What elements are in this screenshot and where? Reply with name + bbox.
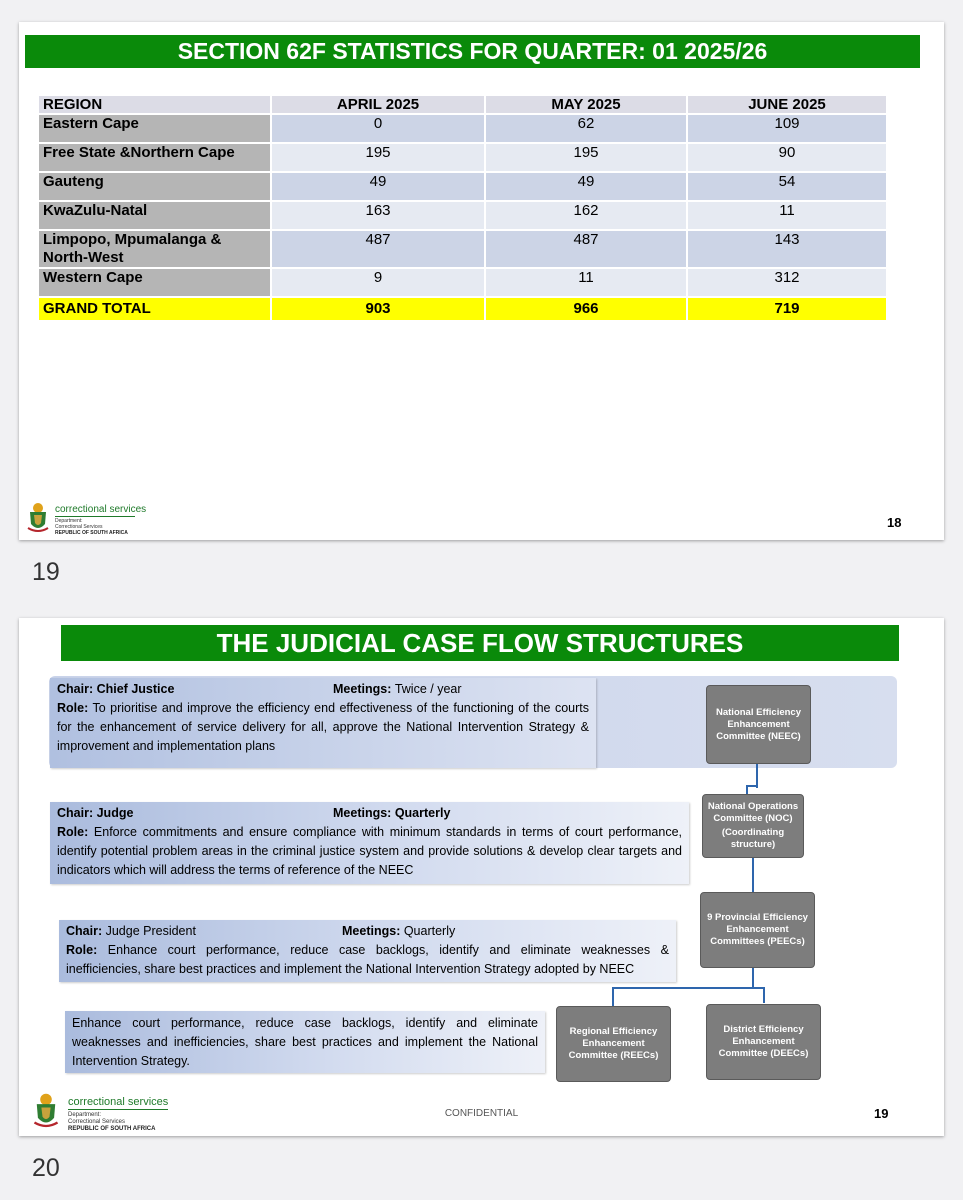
slide-title: THE JUDICIAL CASE FLOW STRUCTURES bbox=[61, 625, 899, 661]
value-cell: 195 bbox=[485, 143, 687, 172]
table-row bbox=[38, 268, 887, 297]
column-header-region: REGION bbox=[38, 95, 271, 114]
grand-total-june: 719 bbox=[687, 297, 887, 321]
slide-page-number: 19 bbox=[874, 1106, 889, 1121]
column-header-may: MAY 2025 bbox=[485, 95, 687, 114]
connector-line bbox=[763, 987, 765, 1003]
value-cell: 49 bbox=[485, 172, 687, 201]
logo-country: REPUBLIC OF SOUTH AFRICA bbox=[68, 1126, 156, 1132]
table-row bbox=[38, 201, 887, 230]
table-row bbox=[38, 172, 887, 201]
reec-deec-description-box: Enhance court performance, reduce case backlogs, identify and eliminate weaknesses and inefficiencies, share best practices and implement the National Intervention Strategy. bbox=[65, 1011, 545, 1073]
value-cell: 49 bbox=[271, 172, 485, 201]
region-cell: Eastern Cape bbox=[38, 114, 271, 143]
value-cell: 54 bbox=[687, 172, 887, 201]
connector-line bbox=[752, 966, 754, 988]
confidential-label: CONFIDENTIAL bbox=[444, 1108, 519, 1119]
value-cell: 109 bbox=[687, 114, 887, 143]
table-row bbox=[38, 143, 887, 172]
value-cell: 11 bbox=[485, 268, 687, 297]
grand-total-row bbox=[38, 297, 887, 321]
grand-total-april: 903 bbox=[271, 297, 485, 321]
value-cell: 195 bbox=[271, 143, 485, 172]
value-cell: 487 bbox=[485, 230, 687, 268]
connector-line bbox=[752, 857, 754, 894]
value-cell: 0 bbox=[271, 114, 485, 143]
noc-description-box: Chair: Judge Meetings: Quarterly Role: Enforce commitments and ensure compliance with minimum standards in terms of court performance, identify potential problem areas in the criminal justice system and provide solutions & develop clear targets and indicators which will address the terms of reference of the NEEC bbox=[50, 802, 689, 884]
value-cell: 143 bbox=[687, 230, 887, 268]
statistics-table bbox=[37, 94, 888, 322]
grand-total-may: 966 bbox=[485, 297, 687, 321]
region-cell: Limpopo, Mpumalanga & North-West bbox=[38, 230, 271, 268]
value-cell: 163 bbox=[271, 201, 485, 230]
thumbnail-label: 20 bbox=[32, 1154, 60, 1182]
value-cell: 162 bbox=[485, 201, 687, 230]
grand-total-label: GRAND TOTAL bbox=[38, 297, 271, 321]
noc-node: National Operations Committee (NOC) (Coordinating structure) bbox=[702, 794, 804, 858]
table-row bbox=[38, 230, 887, 268]
deec-node: District Efficiency Enhancement Committee (DEECs) bbox=[706, 1004, 821, 1080]
reec-node: Regional Efficiency Enhancement Committee (REECs) bbox=[556, 1006, 671, 1082]
table-row bbox=[38, 114, 887, 143]
department-logo bbox=[25, 502, 145, 536]
region-cell: KwaZulu-Natal bbox=[38, 201, 271, 230]
value-cell: 487 bbox=[271, 230, 485, 268]
slide-page-number: 18 bbox=[887, 515, 902, 530]
logo-divider bbox=[55, 516, 135, 517]
thumbnail-label: 19 bbox=[32, 558, 60, 586]
region-cell: Western Cape bbox=[38, 268, 271, 297]
neec-node: National Efficiency Enhancement Committee (NEEC) bbox=[706, 685, 811, 764]
peec-description-box: Chair: Judge President Meetings: Quarterly Role: Enhance court performance, reduce case backlogs, identify and eliminate weaknesses & inefficiencies, share best practices and implement the National Intervention Strategy adopted by NEEC bbox=[59, 920, 676, 982]
column-header-june: JUNE 2025 bbox=[687, 95, 887, 114]
peec-node: 9 Provincial Efficiency Enhancement Committees (PEECs) bbox=[700, 892, 815, 968]
slide-title: SECTION 62F STATISTICS FOR QUARTER: 01 2025/26 bbox=[25, 35, 920, 68]
logo-name: correctional services bbox=[68, 1096, 169, 1108]
neec-description-box: Chair: Chief Justice Meetings: Twice / year Role: To prioritise and improve the efficiency end effectiveness of the functioning of the courts for the enhancement of service delivery for all, approve the National Intervention Strategy & improvement and implementation plans bbox=[50, 678, 596, 768]
table-header-row bbox=[38, 95, 887, 114]
region-cell: Gauteng bbox=[38, 172, 271, 201]
connector-line bbox=[612, 987, 765, 989]
logo-department: Department: Correctional Services bbox=[55, 518, 103, 530]
logo-country: REPUBLIC OF SOUTH AFRICA bbox=[55, 530, 128, 536]
value-cell: 62 bbox=[485, 114, 687, 143]
coat-of-arms-icon bbox=[25, 502, 51, 534]
slide-18 bbox=[19, 22, 944, 540]
connector-line bbox=[612, 987, 614, 1007]
value-cell: 9 bbox=[271, 268, 485, 297]
value-cell: 90 bbox=[687, 143, 887, 172]
slide-19 bbox=[19, 618, 944, 1136]
logo-name: correctional services bbox=[55, 504, 147, 515]
column-header-april: APRIL 2025 bbox=[271, 95, 485, 114]
logo-department: Department: Correctional Services bbox=[68, 1112, 126, 1125]
value-cell: 11 bbox=[687, 201, 887, 230]
region-cell: Free State &Northern Cape bbox=[38, 143, 271, 172]
value-cell: 312 bbox=[687, 268, 887, 297]
